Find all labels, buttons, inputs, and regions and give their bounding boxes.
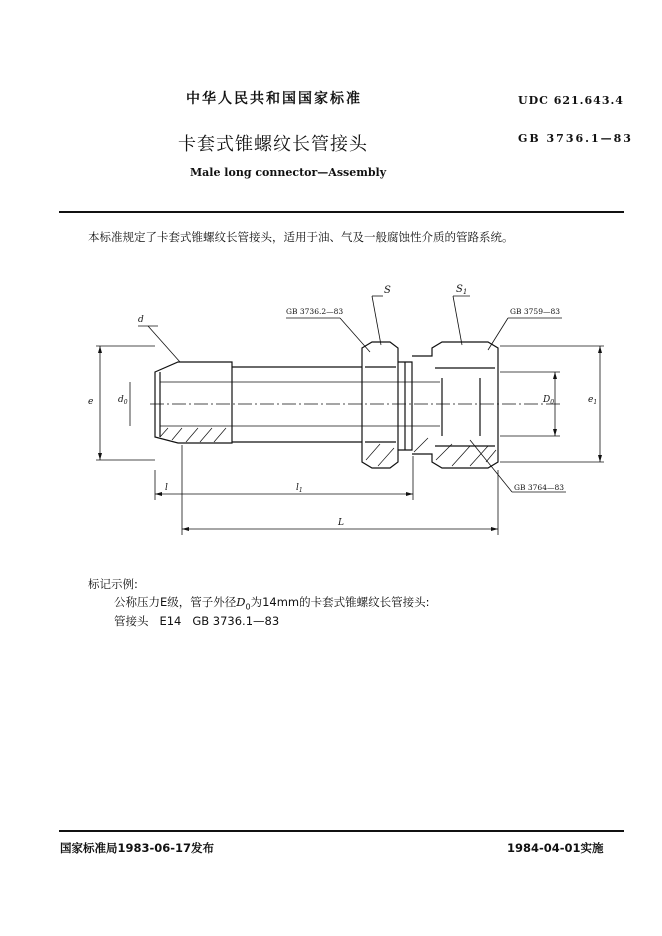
scope-paragraph: 本标准规定了卡套式锥螺纹长管接头，适用于油、气及一般腐蚀性介质的管路系统。 (88, 230, 514, 244)
effective-date: 1984-04-01实施 (507, 841, 604, 855)
gb-number: GB 3736.1—83 (518, 132, 633, 145)
label-l1: $l_1$ (296, 483, 303, 494)
example-line-1-b: 为14mm的卡套式锥螺纹长管接头: (250, 595, 430, 609)
issue-date: 国家标准局1983-06-17发布 (60, 841, 215, 855)
example-heading: 标记示例: (88, 577, 138, 591)
label-d: d (138, 315, 144, 325)
document-title-cn: 卡套式锥螺纹长管接头 (178, 134, 368, 155)
label-d0: $d_0$ (118, 395, 128, 406)
label-gb3764: GB 3764—83 (514, 483, 565, 492)
issuing-org: 中华人民共和国国家标准 (186, 91, 362, 107)
label-D0: $D_0$ (543, 395, 555, 406)
example-var-d: D (236, 595, 246, 609)
example-line-1-a: 公称压力E级，管子外径 (114, 595, 237, 609)
document-title-en: Male long connector—Assembly (190, 166, 387, 179)
label-e1: $e_1$ (588, 395, 598, 406)
label-l: l (165, 483, 168, 493)
example-line-1 (114, 594, 430, 611)
udc-number: UDC 621.643.4 (518, 94, 624, 107)
label-gb3736-2: GB 3736.2—83 (286, 307, 344, 316)
label-gb3759: GB 3759—83 (510, 307, 561, 316)
label-s: S (384, 285, 391, 296)
label-L: L (338, 518, 344, 528)
example-var-sub: 0 (245, 602, 251, 612)
example-line-2: 管接头 E14 GB 3736.1—83 (114, 614, 280, 628)
label-e: e (88, 397, 94, 407)
label-s1: $S_1$ (456, 284, 468, 296)
footer-rule (59, 830, 624, 832)
